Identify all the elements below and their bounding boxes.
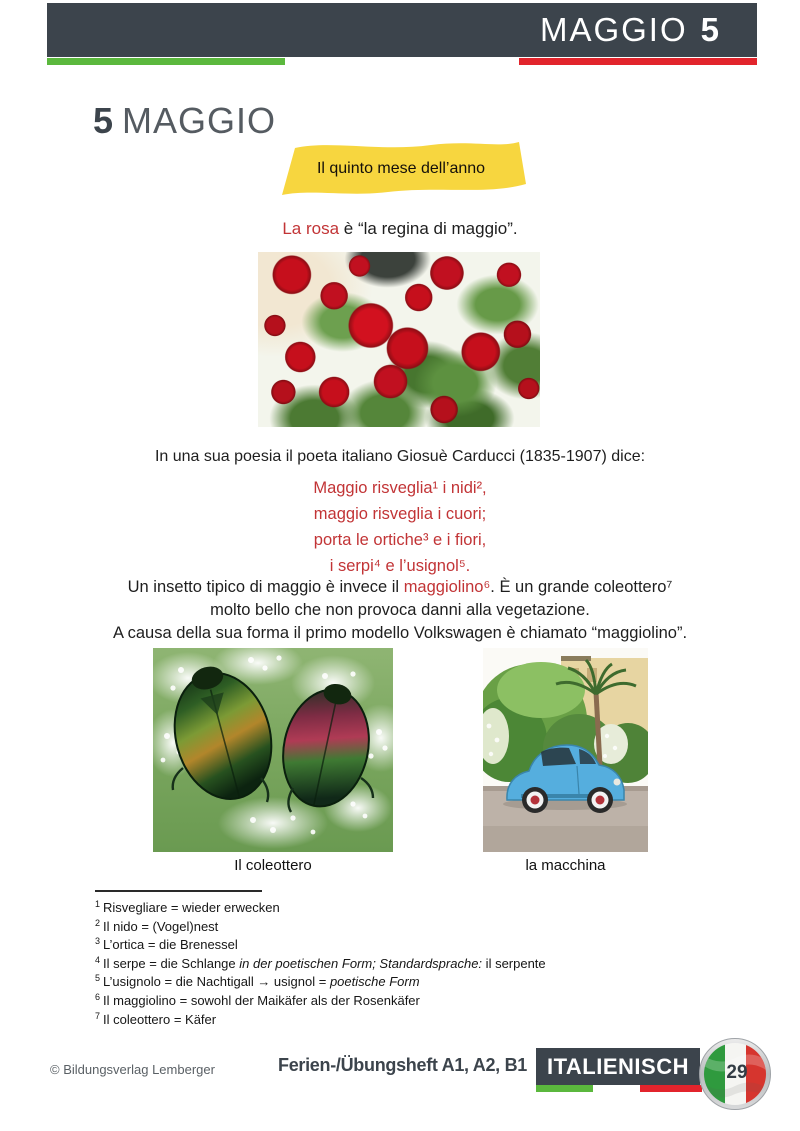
footnote-text-italic: poetische Form — [329, 974, 420, 990]
poem-line: Maggio risveglia¹ i nidi², — [313, 479, 487, 497]
page-number-badge — [697, 1036, 773, 1112]
footnote-marker: 3 — [95, 936, 101, 947]
footnote-marker: 7 — [95, 1010, 101, 1021]
footnote-6 — [95, 990, 715, 1009]
yellow-highlight-banner — [276, 137, 526, 203]
footnote-marker: 5 — [95, 973, 101, 984]
beetle-photo — [153, 648, 393, 857]
yellow-banner-text: Il quinto mese dell’anno — [316, 160, 486, 177]
italian-flag-badge — [697, 1036, 773, 1112]
publisher-copyright: © Bildungsverlag Lemberger — [50, 1062, 215, 1077]
car-photo-art — [483, 648, 648, 852]
beetle-photo-art — [153, 648, 393, 852]
insetto-paragraph — [0, 576, 800, 645]
series-title: Ferien-/Übungsheft A1, A2, B1 — [278, 1055, 527, 1075]
subject-label: ITALIENISCH — [536, 1048, 700, 1085]
poem-line: i serpi⁴ e l’usignol⁵. — [329, 557, 471, 575]
poem-block — [0, 475, 800, 579]
lead-sentence — [0, 219, 800, 239]
poem-line: porta le ortiche³ e i fiori, — [313, 531, 487, 549]
header-month-label: MAGGIO — [539, 11, 688, 48]
header-red-bar — [519, 58, 757, 65]
footnote-4 — [95, 953, 715, 972]
page-title — [93, 100, 276, 142]
insetto-highlight: maggiolino⁶ — [403, 578, 491, 596]
lead-red-part: La rosa — [282, 219, 340, 238]
footnote-text: Risvegliare = wieder erwecken — [103, 900, 280, 915]
poem-intro: In una sua poesia il poeta italiano Giosuè Carducci (1835-1907) dice: — [154, 448, 646, 465]
footnotes-block — [95, 897, 715, 1027]
header-chapter-number: 5 — [700, 11, 719, 48]
header-green-bar — [47, 58, 285, 65]
footnote-marker: 4 — [95, 954, 101, 965]
footnote-text: Il maggiolino = sowohl der Maikäfer als der Rosenkäfer — [103, 992, 420, 1008]
poem-line: maggio risveglia i cuori; — [313, 505, 487, 523]
footer-red-bar — [640, 1085, 702, 1092]
insetto-post: . È un grande coleottero⁷ — [490, 578, 673, 596]
footnote-text: Il nido = (Vogel)nest — [103, 918, 219, 934]
insetto-line3: A causa della sua forma il primo modello Volkswagen è chiamato “maggiolino”. — [112, 624, 688, 642]
footnote-1 — [95, 897, 715, 916]
car-photo — [483, 648, 648, 857]
footnote-3 — [95, 934, 715, 953]
page-title-word: MAGGIO — [122, 100, 277, 141]
footnote-divider — [95, 890, 262, 892]
footnote-2 — [95, 916, 715, 935]
footnote-text: L’ortica = die Brenessel — [103, 937, 238, 953]
page-number: 29 — [726, 1062, 748, 1083]
footnote-text-italic: in der poetischen Form; Standardsprache: — [239, 955, 483, 971]
footnote-text: il serpente — [482, 955, 546, 971]
roses-photo — [258, 252, 540, 427]
car-caption: la macchina — [525, 857, 606, 874]
footnote-5 — [95, 971, 715, 990]
insetto-line2: molto bello che non provoca danni alla vegetazione. — [210, 600, 590, 619]
insetto-pre: Un insetto tipico di maggio è invece il — [127, 578, 404, 596]
page-title-number: 5 — [93, 100, 114, 141]
lead-rest-part: è “la regina di maggio”. — [339, 219, 518, 238]
footnote-text: Il coleottero = Käfer — [103, 1011, 217, 1027]
footnote-7 — [95, 1009, 715, 1028]
footnote-text: Il serpe = die Schlange — [103, 955, 240, 971]
footnote-marker: 2 — [95, 917, 101, 928]
footer-green-bar — [536, 1085, 593, 1092]
beetle-caption: Il coleottero — [234, 857, 312, 874]
footnote-marker: 1 — [95, 899, 101, 909]
footnote-marker: 6 — [95, 991, 101, 1002]
footnote-text: L’usignolo = die Nachtigall → usignol = — [103, 974, 330, 990]
header-banner — [47, 3, 757, 57]
